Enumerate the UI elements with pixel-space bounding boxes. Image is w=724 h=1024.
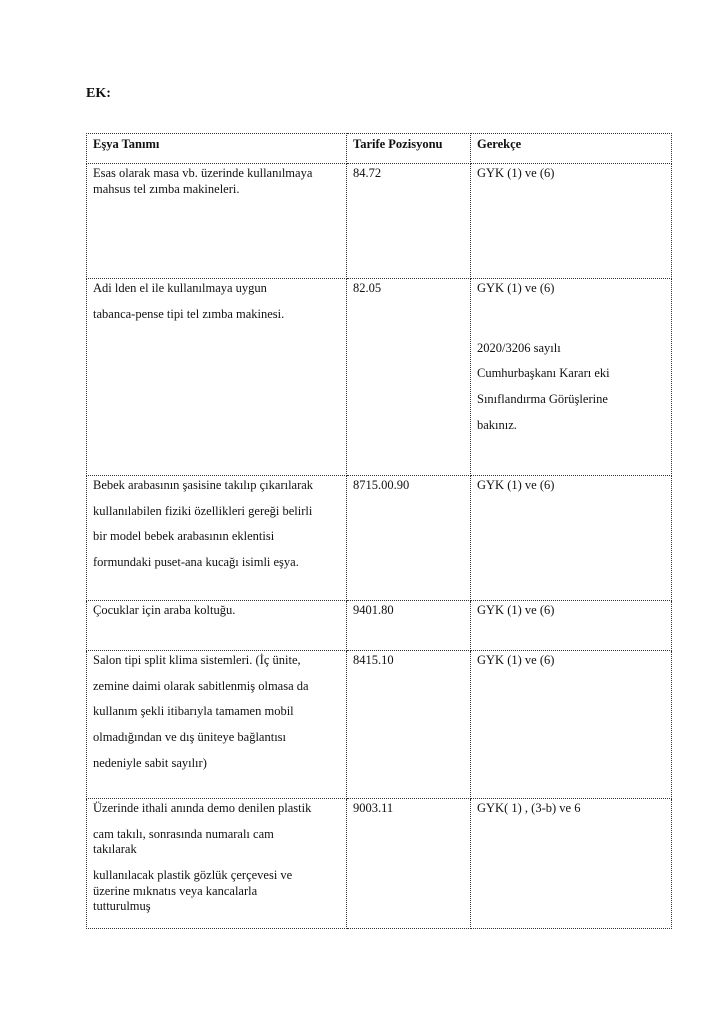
note-line: 2020/3206 sayılı	[477, 340, 561, 355]
page-heading: EK:	[86, 86, 111, 101]
cell-description	[87, 164, 347, 279]
description-line: kullanılabilen fiziki özellikleri gereği belirli	[93, 503, 313, 518]
table-row	[87, 164, 672, 279]
header-tariff-position: Tarife Pozisyonu	[347, 134, 471, 164]
cell-reason: GYK (1) ve (6)	[471, 476, 672, 601]
cell-tariff: 8415.10	[347, 651, 471, 799]
cell-description	[87, 279, 347, 476]
description-line: kullanım şekli itibarıyla tamamen mobil	[93, 704, 294, 719]
table-row	[87, 279, 672, 476]
cell-description	[87, 476, 347, 601]
table-row	[87, 651, 672, 799]
description-line: Çocuklar için araba koltuğu.	[93, 603, 236, 617]
cell-reason: GYK( 1) , (3-b) ve 6	[471, 799, 672, 929]
cell-reason: GYK (1) ve (6)	[471, 164, 672, 279]
note-line: Sınıflandırma Görüşlerine	[477, 391, 608, 406]
header-reason: Gerekçe	[471, 134, 672, 164]
description-line: üzerine mıknatıs veya kancalarla	[93, 883, 258, 898]
description-line: mahsus tel zımba makineleri.	[93, 181, 240, 196]
cell-tariff: 9401.80	[347, 601, 471, 651]
description-line: Adi lden el ile kullanılmaya uygun	[93, 281, 267, 295]
description-line: Bebek arabasının şasisine takılıp çıkarılarak	[93, 478, 314, 492]
description-line: zemine daimi olarak sabitlenmiş olmasa da	[93, 678, 309, 693]
description-line: tabanca-pense tipi tel zımba makinesi.	[93, 306, 285, 321]
header-description: Eşya Tanımı	[87, 134, 347, 164]
description-line: olmadığından ve dış üniteye bağlantısı	[93, 729, 287, 744]
description-line: bir model bebek arabasının eklentisi	[93, 529, 275, 544]
cell-reason	[471, 279, 672, 476]
reason-note	[477, 341, 667, 434]
cell-tariff: 82.05	[347, 279, 471, 476]
reason-text: GYK (1) ve (6)	[477, 281, 555, 295]
description-line: nedeniyle sabit sayılır)	[93, 755, 207, 770]
description-line: cam takılı, sonrasında numaralı cam	[93, 826, 274, 841]
cell-description	[87, 799, 347, 929]
note-line: bakınız.	[477, 417, 517, 432]
description-line: Üzerinde ithali anında demo denilen plastik	[93, 801, 312, 815]
table-row	[87, 799, 672, 929]
cell-description	[87, 651, 347, 799]
description-line: formundaki puset-ana kucağı isimli eşya.	[93, 554, 299, 569]
description-line: tutturulmuş	[93, 899, 151, 914]
description-line: kullanılacak plastik gözlük çerçevesi ve	[93, 867, 293, 882]
description-line: Esas olarak masa vb. üzerinde kullanılmaya	[93, 166, 313, 180]
table-row	[87, 601, 672, 651]
table-header-row	[87, 134, 672, 164]
cell-tariff: 9003.11	[347, 799, 471, 929]
note-line: Cumhurbaşkanı Kararı eki	[477, 366, 610, 381]
cell-reason: GYK (1) ve (6)	[471, 601, 672, 651]
goods-classification-table	[86, 133, 672, 929]
cell-description	[87, 601, 347, 651]
cell-tariff: 8715.00.90	[347, 476, 471, 601]
description-line: Salon tipi split klima sistemleri. (İç ünite,	[93, 653, 301, 667]
description-line: takılarak	[93, 842, 137, 857]
cell-tariff: 84.72	[347, 164, 471, 279]
table-row	[87, 476, 672, 601]
cell-reason: GYK (1) ve (6)	[471, 651, 672, 799]
